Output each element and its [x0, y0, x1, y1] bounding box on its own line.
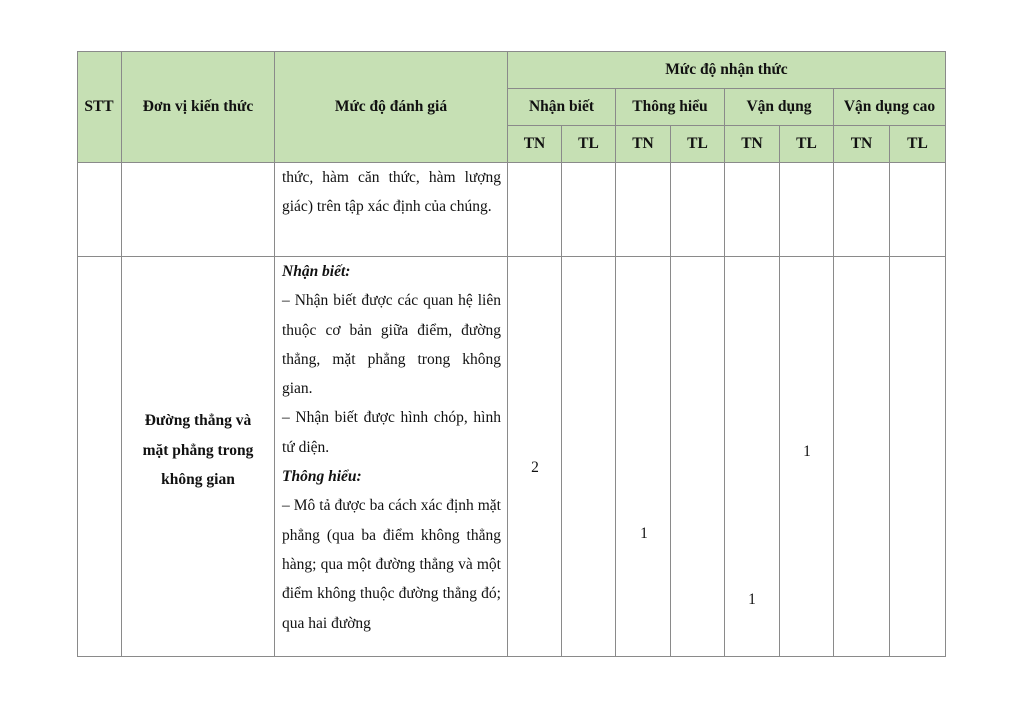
- table-cell-nhan-biet-tl: [562, 257, 616, 657]
- table-cell: [780, 163, 834, 257]
- header-assessment-level: Mức độ đánh giá: [275, 51, 508, 163]
- table-cell-van-dung-cao-tn: [834, 257, 890, 657]
- header-group-nhan-biet: Nhận biết: [508, 89, 616, 126]
- table-cell: [562, 163, 616, 257]
- header-sub-tn: TN: [508, 126, 562, 163]
- table-cell: [890, 163, 946, 257]
- table-cell-assessment: [275, 257, 508, 657]
- table-cell: [122, 163, 275, 257]
- header-sub-tn: TN: [725, 126, 780, 163]
- header-sub-tl: TL: [780, 126, 834, 163]
- table-cell: [77, 163, 122, 257]
- nhan-biet-title: Nhận biết:: [282, 263, 351, 280]
- header-group-van-dung-cao: Vận dụng cao: [834, 89, 946, 126]
- table-cell-nhan-biet-tn: [508, 257, 562, 657]
- count-van-dung-tn: 1: [748, 591, 756, 608]
- header-group-thong-hieu: Thông hiểu: [616, 89, 725, 126]
- header-cognition-level: Mức độ nhận thức: [508, 51, 946, 89]
- header-stt: STT: [77, 51, 122, 163]
- count-thong-hieu-tn: 1: [640, 525, 648, 542]
- table-cell: [725, 163, 780, 257]
- table-cell-unit: [122, 257, 275, 657]
- table-cell-thong-hieu-tn: [616, 257, 671, 657]
- table-cell-assessment: [275, 163, 508, 257]
- table-cell: [671, 163, 725, 257]
- table-cell: [508, 163, 562, 257]
- header-sub-tn: TN: [834, 126, 890, 163]
- table-cell-van-dung-cao-tl: [890, 257, 946, 657]
- header-group-van-dung: Vận dụng: [725, 89, 834, 126]
- table-cell: [616, 163, 671, 257]
- header-sub-tl: TL: [890, 126, 946, 163]
- nhan-biet-item: – Nhận biết được các quan hệ liên thuộc cơ bản giữa điểm, đường thẳng, mặt phẳng trong không gian.: [282, 292, 501, 398]
- table-cell-stt: [77, 257, 122, 657]
- count-nhan-biet-tn: 2: [531, 459, 539, 476]
- header-sub-tn: TN: [616, 126, 671, 163]
- nhan-biet-item: – Nhận biết được hình chóp, hình tứ diện.: [282, 409, 501, 456]
- table-cell: [834, 163, 890, 257]
- assessment-text: thức, hàm căn thức, hàm lượng giác) trên tập xác định của chúng.: [282, 169, 501, 216]
- knowledge-unit: Đường thẳng và mặt phẳng trong không gian: [142, 412, 254, 489]
- header-unit: Đơn vị kiến thức: [122, 51, 275, 163]
- thong-hieu-item: – Mô tả được ba cách xác định mặt phẳng (qua ba điểm không thẳng hàng; qua một đường thẳng và một điểm không thuộc đường thẳng đó; qua hai đường: [282, 497, 501, 632]
- header-sub-tl: TL: [671, 126, 725, 163]
- thong-hieu-title: Thông hiểu:: [282, 468, 362, 486]
- table-cell-thong-hieu-tl: [671, 257, 725, 657]
- count-van-dung-tl: 1: [803, 443, 811, 460]
- header-sub-tl: TL: [562, 126, 616, 163]
